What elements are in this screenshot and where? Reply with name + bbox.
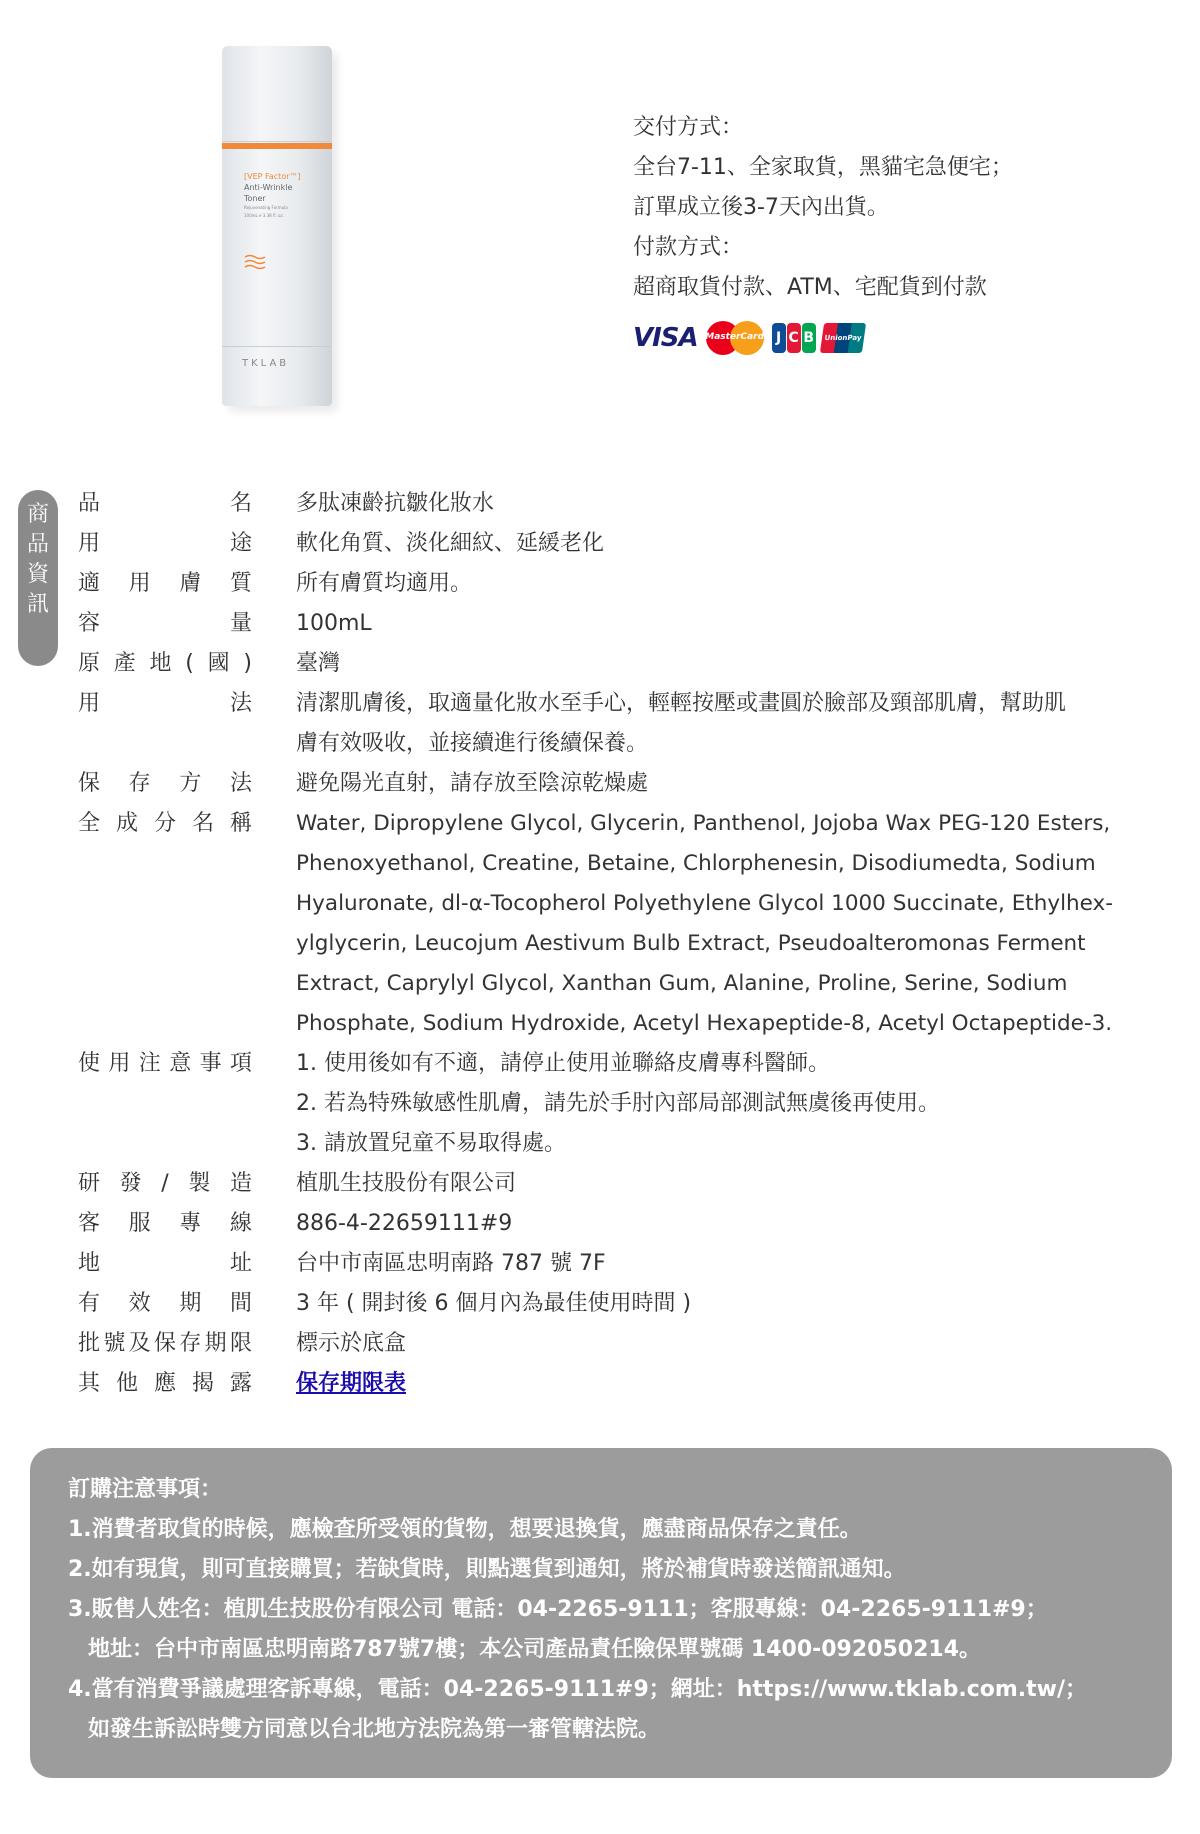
- info-value-line: 清潔肌膚後，取適量化妝水至手心，輕輕按壓或畫圓於臉部及頸部肌膚，幫助肌: [296, 691, 1067, 716]
- info-label: 容量: [78, 611, 252, 636]
- bottle-label-line1: [VEP Factor™]: [244, 172, 301, 181]
- info-value: [296, 564, 1146, 604]
- jcb-letter-b: B: [802, 323, 816, 353]
- delivery-line2: 訂單成立後3-7天內出貨。: [633, 195, 889, 220]
- side-tab-char: 商: [26, 502, 49, 527]
- info-value-line: Water, Dipropylene Glycol, Glycerin, Panthenol, Jojoba Wax PEG-120 Esters,: [296, 811, 1111, 836]
- jcb-logo-icon: [772, 323, 816, 353]
- info-value-line: Hyaluronate, dl-α-Tocopherol Polyethylene Glycol 1000 Succinate, Ethylhex-: [296, 891, 1114, 916]
- info-label: 適用膚質: [78, 571, 252, 596]
- payment-title: 付款方式：: [633, 235, 744, 260]
- bottle-base-seam: [222, 346, 332, 347]
- unionpay-logo-icon: UnionPay 銀聯: [820, 323, 866, 353]
- info-value-line: 植肌生技股份有限公司: [296, 1171, 517, 1196]
- info-value-line: 3. 請放置兒童不易取得處。: [296, 1131, 566, 1156]
- notice-line-4b: 如發生訴訟時雙方同意以台北地方法院為第一審管轄法院。: [88, 1717, 661, 1742]
- delivery-line1: 全台7-11、全家取貨，黑貓宅急便宅；: [633, 155, 1013, 180]
- delivery-info: [633, 108, 1013, 308]
- info-row: [78, 764, 1148, 804]
- bottle-label-line3: Toner: [244, 194, 266, 203]
- info-row: [78, 644, 1148, 684]
- info-label: 全成分名稱: [78, 811, 252, 836]
- info-value-line: Extract, Caprylyl Glycol, Xanthan Gum, Alanine, Proline, Serine, Sodium: [296, 971, 1068, 996]
- wave-logo-icon: [244, 254, 266, 270]
- info-value-line: 軟化角質、淡化細紋、延緩老化: [296, 531, 605, 556]
- bottle-cap-seam: [222, 141, 332, 142]
- info-value-line: ylglycerin, Leucojum Aestivum Bulb Extract, Pseudoalteromonas Ferment: [296, 931, 1086, 956]
- info-row: [78, 1204, 1148, 1244]
- info-value: [296, 684, 1146, 764]
- bottle-label-line5: 100mL e 3.38 fl. oz.: [244, 213, 284, 218]
- info-value: [296, 804, 1146, 1044]
- info-label: 有效期間: [78, 1291, 252, 1316]
- info-label: 用途: [78, 531, 252, 556]
- info-value-line: 台中市南區忠明南路 787 號 7F: [296, 1251, 606, 1276]
- info-value-line: Phosphate, Sodium Hydroxide, Acetyl Hexapeptide-8, Acetyl Octapeptide-3.: [296, 1011, 1113, 1036]
- info-label: 研發/製造: [78, 1171, 252, 1196]
- product-info-table: [78, 484, 1148, 1404]
- notice-line-3: 3.販售人姓名：植肌生技股份有限公司 電話：04-2265-9111；客服專線：04-2265-9111#9；: [68, 1597, 1048, 1622]
- info-value-line: 100mL: [296, 611, 372, 636]
- info-value: [296, 1044, 1146, 1164]
- info-row: [78, 684, 1148, 764]
- notice-title: 訂購注意事項：: [68, 1477, 223, 1502]
- bottle-orange-stripe: [222, 143, 332, 149]
- payment-card-logos: [633, 318, 864, 372]
- side-tab-char: 資: [26, 562, 49, 587]
- mastercard-logo-icon: [704, 319, 766, 357]
- bottle-label-line4: Rejuvenating Formula: [244, 205, 288, 210]
- info-value: [296, 484, 1146, 524]
- info-row: [78, 1244, 1148, 1284]
- info-row: [78, 1364, 1148, 1404]
- info-label: 地址: [78, 1251, 252, 1276]
- info-value: [296, 1164, 1146, 1204]
- order-notice-box: [30, 1448, 1172, 1778]
- info-row: [78, 804, 1148, 1044]
- info-value-line: 膚有效吸收，並接續進行後續保養。: [296, 731, 649, 756]
- bottle-brand: TKLAB: [242, 358, 290, 369]
- info-value: [296, 1204, 1146, 1244]
- info-value-line: 多肽凍齡抗皺化妝水: [296, 491, 495, 516]
- side-tab-char: 訊: [26, 592, 49, 617]
- visa-logo-icon: VISA: [633, 323, 698, 353]
- info-value: [296, 604, 1146, 644]
- jcb-letter-j: J: [772, 323, 786, 353]
- notice-line-1: 1.消費者取貨的時候，應檢查所受領的貨物，想要退換貨，應盡商品保存之責任。: [68, 1517, 862, 1542]
- info-value-line: Phenoxyethanol, Creatine, Betaine, Chlorphenesin, Disodiumedta, Sodium: [296, 851, 1096, 876]
- info-row: [78, 1044, 1148, 1164]
- product-info-tab: [18, 490, 58, 666]
- info-row: [78, 1164, 1148, 1204]
- delivery-title: 交付方式：: [633, 115, 744, 140]
- notice-line-3b: 地址：台中市南區忠明南路787號7樓；本公司產品責任險保單號碼 1400-092050214。: [88, 1637, 982, 1662]
- info-value-line: 2. 若為特殊敏感性肌膚，請先於手肘內部局部測試無虞後再使用。: [296, 1091, 940, 1116]
- info-label: 原產地(國): [78, 651, 252, 676]
- info-value: [296, 1364, 1146, 1404]
- toner-bottle: [222, 46, 332, 406]
- info-row: [78, 1324, 1148, 1364]
- notice-line-4: 4.當有消費爭議處理客訴專線，電話：04-2265-9111#9；網址：https://www.tklab.com.tw/；: [68, 1677, 1088, 1702]
- info-label: 品名: [78, 491, 252, 516]
- info-label: 使用注意事項: [78, 1051, 252, 1076]
- info-label: 批號及保存期限: [78, 1331, 252, 1356]
- info-value-line: 所有膚質均適用。: [296, 571, 473, 596]
- info-value-line: 886-4-22659111#9: [296, 1211, 513, 1236]
- info-label: 保存方法: [78, 771, 252, 796]
- bottle-label: [244, 171, 301, 220]
- info-value-line: 1. 使用後如有不適，請停止使用並聯絡皮膚專科醫師。: [296, 1051, 830, 1076]
- notice-line-2: 2.如有現貨，則可直接購買；若缺貨時，則點選貨到通知，將於補貨時發送簡訊通知。: [68, 1557, 906, 1582]
- info-label: 客服專線: [78, 1211, 252, 1236]
- info-value: [296, 1244, 1146, 1284]
- info-label: 用法: [78, 691, 252, 716]
- info-value-line: 臺灣: [296, 651, 341, 676]
- jcb-letter-c: C: [787, 323, 801, 353]
- info-row: [78, 604, 1148, 644]
- payment-line1: 超商取貨付款、ATM、宅配貨到付款: [633, 275, 987, 300]
- info-value: [296, 644, 1146, 684]
- info-value: [296, 524, 1146, 564]
- product-image: [212, 46, 352, 416]
- info-value-line: 3 年 ( 開封後 6 個月內為最佳使用時間 ): [296, 1291, 692, 1316]
- info-value: [296, 1284, 1146, 1324]
- info-row: [78, 1284, 1148, 1324]
- info-row: [78, 484, 1148, 524]
- side-tab-char: 品: [26, 532, 49, 557]
- mastercard-logo-text: MasterCard: [705, 332, 765, 342]
- info-label: 其他應揭露: [78, 1371, 252, 1396]
- info-value-line: 標示於底盒: [296, 1331, 407, 1356]
- info-row: [78, 524, 1148, 564]
- shelf-life-table-link[interactable]: 保存期限表: [296, 1371, 407, 1396]
- bottle-label-line2: Anti-Wrinkle: [244, 183, 293, 192]
- info-value-line: 避免陽光直射，請存放至陰涼乾燥處: [296, 771, 649, 796]
- info-value: [296, 764, 1146, 804]
- info-value: [296, 1324, 1146, 1364]
- info-row: [78, 564, 1148, 604]
